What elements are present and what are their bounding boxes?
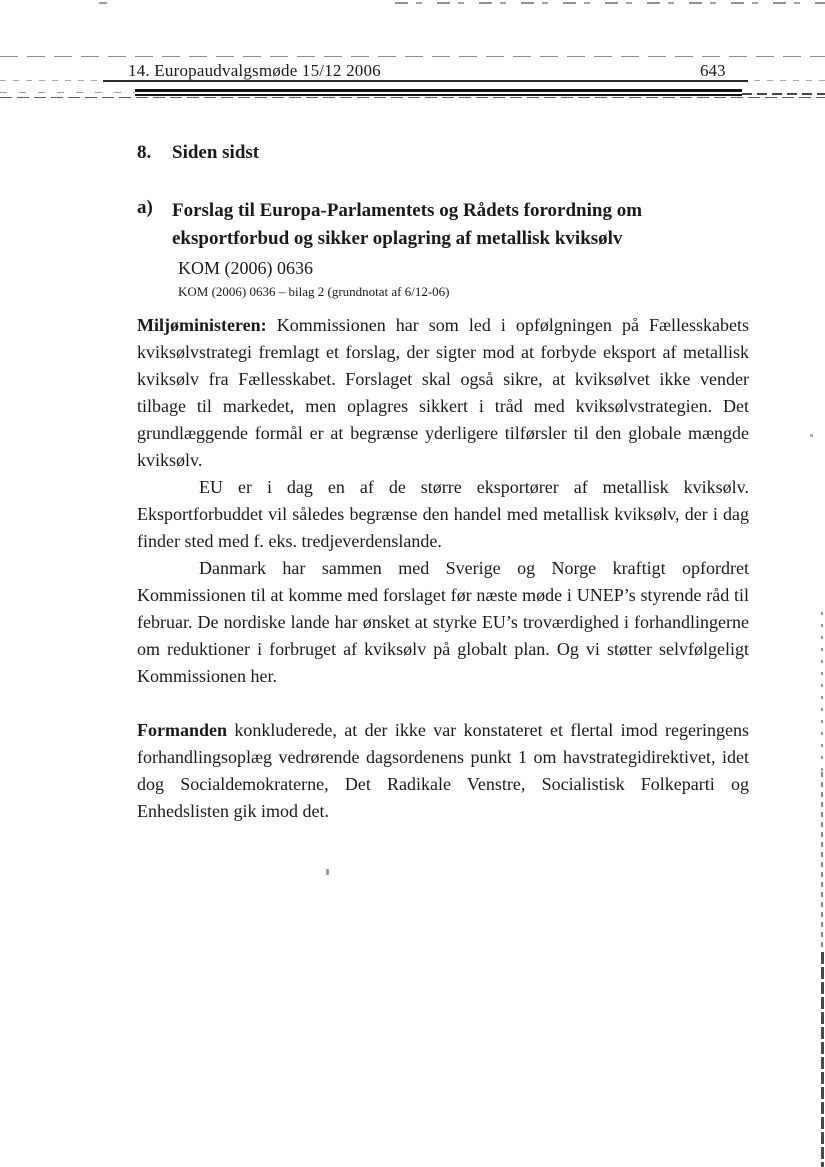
- header-top-rule: [0, 56, 825, 57]
- section-heading: [137, 142, 259, 164]
- header-heavy-double-rule: [135, 89, 742, 96]
- agenda-item: [137, 197, 757, 301]
- section-title: Siden sidst: [172, 142, 260, 163]
- scan-artifact-right-edge: [821, 772, 823, 952]
- statement-text: Kommissionen har som led i opfølgningen på Fællesskabets kviksølvstrategi fremlagt et forslag, der sigter mod at forbyde eksport af metallisk kviksølv fra Fællesskabet. Forslaget skal også sikre, at kviksølvet ikke vender tilbage til markedet, men oplagres sikkert i tråd med kviksølvstrategien. Det grundlæggende formål er at begrænse yderligere tilførsler til den globale mængde kviksølv.: [137, 315, 750, 470]
- scan-artifact-speck: [810, 434, 813, 437]
- statement-paragraph: EU er i dag en af de større eksportører af metallisk kviksølv. Eksportforbuddet vil således begrænse den handel med metallisk kviksølv, der i dag finder sted med f. eks. tredjeverdenslande.: [137, 477, 749, 551]
- header-bottom-rule: [0, 97, 825, 98]
- header-heavy-rule-right-dashes: [742, 93, 825, 95]
- statement-paragraph: [137, 312, 749, 474]
- scan-artifact-top-dashes: [395, 2, 825, 4]
- scan-artifact-right-edge: [821, 612, 823, 772]
- statement-paragraph: [137, 717, 749, 825]
- scan-artifact-speck: [326, 869, 329, 875]
- speaker-name: Miljøministeren:: [137, 315, 267, 335]
- agenda-item-marker: a): [137, 197, 153, 218]
- statement-text: konkluderede, at der ikke var konstateret et flertal imod regeringens forhandlingsoplæg vedrørende dagsordenens punkt 1 om havstrategidirektivet, idet dog Socialdemokraterne, Det Radikale Venstre, Socialistisk Folkeparti og Enhedslisten gik imod det.: [137, 720, 749, 821]
- agenda-item-reference-note: KOM (2006) 0636 – bilag 2 (grundnotat af 6/12-06): [178, 284, 450, 299]
- agenda-item-body: [172, 197, 757, 301]
- body-text: [137, 312, 749, 825]
- header-title: 14. Europaudvalgsmøde 15/12 2006: [128, 61, 381, 80]
- section-number: 8.: [137, 142, 152, 163]
- page-number: 643: [700, 61, 726, 80]
- speaker-name: Formanden: [137, 720, 227, 740]
- header-heavy-rule-left-dashes: [0, 92, 135, 93]
- scan-artifact-speck: [99, 2, 107, 4]
- scan-artifact-right-edge: [821, 952, 824, 1167]
- agenda-item-reference: KOM (2006) 0636: [178, 258, 313, 278]
- agenda-item-title: Forslag til Europa-Parlamentets og Rådets forordning om eksportforbud og sikker oplagring af metallisk kviksølv: [172, 200, 643, 249]
- statement-paragraph: Danmark har sammen med Sverige og Norge kraftigt opfordret Kommissionen til at komme med forslaget før næste møde i UNEP’s styrende råd til februar. De nordiske lande har ønsket at styrke EU’s troværdighed i forhandlingerne om reduktioner i forbruget af kviksølv på globalt plan. Og vi støtter selvfølgeligt Kommissionen her.: [137, 558, 749, 686]
